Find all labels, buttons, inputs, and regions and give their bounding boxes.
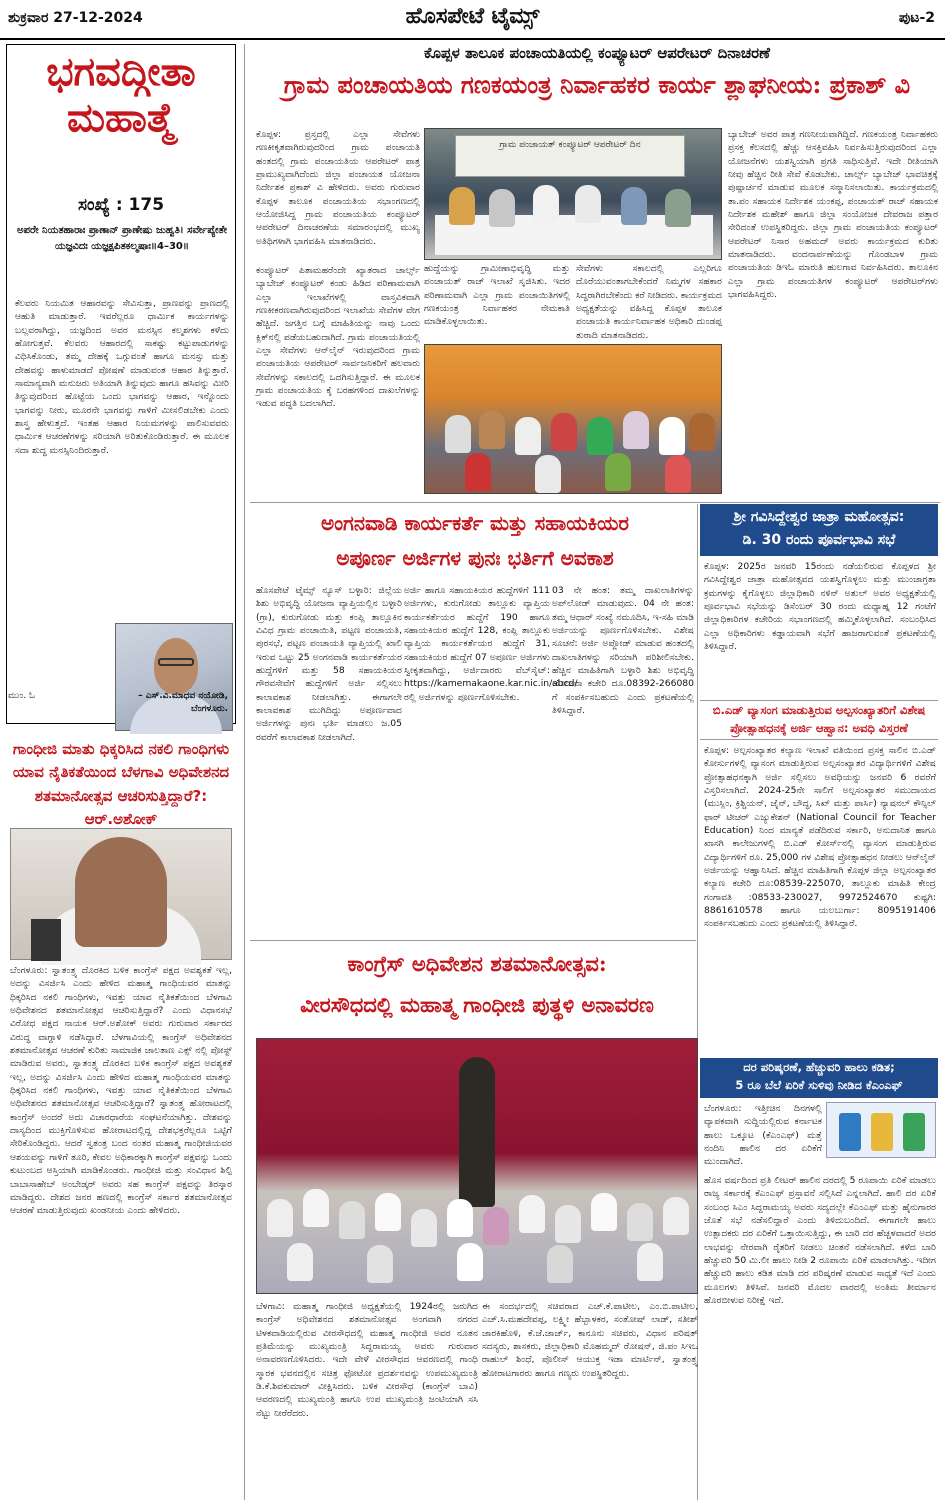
milk-packet — [903, 1113, 925, 1151]
milk-headline: ದರ ಪರಿಷ್ಕರಣೆ, ಹೆಚ್ಚುವರಿ ಹಾಲು ಕಡಿತ; 5 ರೂ ಬೆಲೆ ಏರಿಕೆ ಸುಳಿವು ನೀಡಿದ ಕೆಎಂಎಫ್ — [700, 1058, 938, 1098]
meeting-photo — [424, 128, 722, 260]
top-story-col4: ಬ್ಯಾಬೇಜ್ ಅವರ ಪಾತ್ರ ಗಣನೀಯವಾಗಿದ್ದಿದೆ. ಗಣಕಯಂತ್ರ ನಿರ್ವಾಹಕರು ಪ್ರಸಕ್ತ ಕೆಲಸದಲ್ಲಿ ಹೆಚ್ಚು ಆಸಕ್ತಿವಹಿಸಿ ನಿರ್ವಹಿಸುತ್ತಿರುವುದರಿಂದ ಎಲ್ಲಾ ಯೋಜನೆಗಳು ಯಶಸ್ವಿಯಾಗಿ ಪ್ರಗತಿ ಸಾಧಿಸುತ್ತಿವೆ. ಇದೇ ರೀತಿಯಾಗಿ ನೀವು ಹೆಚ್ಚಿನ ರೀತಿ ಸೇವೆ ಕೊಡಬೇಕು. ಚಾರ್ಲ್ಸ್ ಬ್ಯಾಬೇಜ್ ಭಾವಚಿತ್ರಕ್ಕೆ ಪುಷ್ಪಾರ್ಚನೆ ಮಾಡುವ ಮೂಲಕ ಸನ್ಮಾನಿಸಲಾಯಿತು. ಕಾರ್ಯಕ್ರಮದಲ್ಲಿ ತಾ.ಪಂ ಸಹಾಯಕ ನಿರ್ದೇಶಕ ಯಂಕಪ್ಪ, ಪಂಚಾಯತ್ ರಾಜ್ ಸಹಾಯಕ ನಿರ್ದೇಶಕ ಮಹೇಶ್ ಹಾಗೂ ಜಿಲ್ಲಾ ಸಂಯೋಜಕ ದೇವರಾಜ ಪತ್ತಾರ ಸೇರಿದಂತೆ ಉಪಸ್ಥಿತರಿದ್ದರು. ಜಿಲ್ಲಾ ಗ್ರಾಮ ಪಂಚಾಯತಿಯ ಕಂಪ್ಯೂಟರ್ ಆಪರೇಟರ್ ನಿಸಾರ ಅಹಮದ್ ಅವರು ಕಾರ್ಯಕ್ರಮದ ಕುರಿತು ಮಾತನಾಡಿದರು. ವಂದನಾರ್ಪಣೆಯನ್ನು ಗೊಂಡಬಾಳ ಗ್ರಾಮ ಪಂಚಾಯತಿಯ ಡಿಇಓ ಮಾರುತಿ ಹುಲಗಾವ ನಿರ್ವಹಿಸಿದರು. ತಾಲೂಕಿನ ಎಲ್ಲಾ ಗ್ರಾಮ ಪಂಚಾಯತಿಗಳ ಕಂಪ್ಯೂಟರ್ ಆಪರೇಟರ್‌ಗಳು ಭಾಗವಹಿಸಿದ್ದರು. — [728, 129, 938, 301]
page-number: ಪುಟ-2 — [898, 10, 935, 26]
top-story-mid-right: ಸೇವೆಗಳು ಸಕಾಲದಲ್ಲಿ ಎಲ್ಲರಿಗೂ ದೊರೆಯುವಂತಾಗಬೇಕೆಂದರೆ ನಿಮ್ಮಗಳ ಸಹಕಾರ ಸಿದ್ಧರಾಗಿರಬೇಕೆಂದು ಕರೆ ನೀಡಿದರು. ಕಾರ್ಯಕ್ರಮದ ಅಧ್ಯಕ್ಷತೆಯನ್ನು ವಹಿಸಿದ್ದ ಕೊಪ್ಪಳ ತಾಲೂಕ ಪಂಚಾಯತಿ ಕಾರ್ಯನಿರ್ವಾಹಕ ಅಧಿಕಾರಿ ದುಂಡಪ್ಪ ತುರಾದಿ ಮಾತನಾಡಿದರು. — [576, 263, 722, 341]
top-story-mid-left: ಹುದ್ದೆಯನ್ನು ಗ್ರಾಮೀಣಾಭಿವೃದ್ಧಿ ಮತ್ತು ಪಂಚಾಯತ್ ರಾಜ್ ಇಲಾಖೆ ಸೃಜಿಸಿತು. ಇದರ ಪರಿಣಾಮವಾಗಿ ಎಲ್ಲಾ ಗ್ರಾಮ ಪಂಚಾಯಿತಿಗಳಲ್ಲಿ ಗಣಕಯಂತ್ರ ನಿರ್ವಾಹಕರ ನೇಮಕಾತಿ ಮಾಡಿಕೊಳ್ಳಲಾಯಿತು. — [424, 263, 570, 328]
minority-headline: ಬಿ.ಎಡ್ ವ್ಯಾಸಂಗ ಮಾಡುತ್ತಿರುವ ಅಲ್ಪಸಂಖ್ಯಾತರಿಗೆ ವಿಶೇಷ ಪ್ರೋತ್ಸಾಹಧನಕ್ಕೆ ಅರ್ಜಿ ಆಹ್ವಾನ: ಅವಧಿ ವಿಸ್ತರಣೆ — [700, 700, 938, 740]
gita-number: ಸಂಖ್ಯೆ : 175 — [77, 195, 165, 215]
anganwadi-headline: ಅಂಗನವಾಡಿ ಕಾರ್ಯಕರ್ತೆ ಮತ್ತು ಸಹಾಯಕಿಯರ ಅಪೂರ್ಣ ಅರ್ಜಿಗಳ ಪುನಃ ಭರ್ತಿಗೆ ಅವಕಾಶ — [321, 511, 629, 570]
gavi-body: ಕೊಪ್ಪಳ: 2025ರ ಜನವರಿ 15ರಂದು ನಡೆಯಲಿರುವ ಕೊಪ್ಪಳದ ಶ್ರೀ ಗವಿಸಿದ್ದೇಶ್ವರ ಜಾತ್ರಾ ಮಹೋತ್ಸವದ ಯಶಸ್ವಿಗೊಳ್ಳಲು ಮತ್ತು ಮುಂಜಾಗ್ರತಾ ಕ್ರಮಗಳನ್ನು ಕೈಗೊಳ್ಳಲು ಜಿಲ್ಲಾಧಿಕಾರಿ ನಳಿನ್ ಅತುಲ್ ಅವರ ಅಧ್ಯಕ್ಷತೆಯಲ್ಲಿ ಪೂರ್ವಭಾವಿ ಸಭೆಯನ್ನು ಡಿಸೆಂಬರ್ 30 ರಂದು ಮಧ್ಯಾಹ್ನ 12 ಗಂಟೆಗೆ ಜಿಲ್ಲಾಧಿಕಾರಿಗಳ ಕಚೇರಿಯ ಸಭಾಂಗಣದಲ್ಲಿ ಹಮ್ಮಿಕೊಳ್ಳಲಾಗಿದೆ. ಸಂಬಂಧಿಸಿದ ಎಲ್ಲಾ ಅಧಿಕಾರಿಗಳು ಕಡ್ಡಾಯವಾಗಿ ಸಭೆಗೆ ಹಾಜರಾಗುವಂತೆ ಪ್ರಕಟಣೆಯಲ್ಲಿ ತಿಳಿಸಿದ್ದಾರೆ. — [704, 561, 936, 653]
top-headline: ಗ್ರಾಮ ಪಂಚಾಯತಿಯ ಗಣಕಯಂತ್ರ ನಿರ್ವಾಹಕರ ಕಾರ್ಯ ಶ್ಲಾಘನೀಯ: ಪ್ರಕಾಶ್ ವಿ — [283, 70, 911, 99]
section-rule — [250, 940, 696, 941]
gita-title: ಭಗವದ್ಗೀತಾ ಮಹಾತ್ಮೆ — [46, 48, 196, 141]
newspaper-name: ಹೊಸಪೇಟೆ ಟೈಮ್ಸ್ — [405, 4, 540, 29]
group-photo — [424, 344, 722, 494]
gavi-headline: ಶ್ರೀ ಗವಿಸಿದ್ದೇಶ್ವರ ಜಾತ್ರಾ ಮಹೋತ್ಸವ: ಡಿ. 30 ರಂದು ಪೂರ್ವಭಾವಿ ಸಭೆ — [700, 504, 938, 556]
gita-body: ಕೆಲವರು ನಿಯಮಿತ ಆಹಾರವನ್ನು ಸೇವಿಸುತ್ತಾ, ಪ್ರಾಣವನ್ನು ಪ್ರಾಣದಲ್ಲಿ ಆಹುತಿ ಮಾಡುತ್ತಾರೆ. ಇವರೆಲ್ಲರೂ ಧಾರ್ಮಿಕ ಕಾರ್ಯಗಳನ್ನು ಬಲ್ಲವರಾಗಿದ್ದು, ಯಜ್ಞದಿಂದ ಅವರ ಮನಸ್ಸಿನ ಕಲ್ಮಶಗಳು ಕಳೆದು ಹೋಗುತ್ತವೆ. ಕೆಲವರು ಆಹಾರದಲ್ಲಿ ಸಾಕಷ್ಟು ಕಟ್ಟುಪಾಡುಗಳನ್ನು ವಿಧಿಸಿಕೊಂಡು, ತಮ್ಮ ದೇಹಕ್ಕೆ ಒಗ್ಗುವಂತೆ ಹಾಗೂ ಮನಸ್ಸು ಮತ್ತು ದೇಹವನ್ನು ಹಾಳುಮಾಡದೆ ಪೋಷಣೆ ಮಾಡುವಂತ ಆಹಾರ ತಿನ್ನುತ್ತಾರೆ. ಸಾಮಾನ್ಯವಾಗಿ ಮನುಜರು ಅತಿಯಾಗಿ ತಿನ್ನುವುದು ಹಾಗೂ ಹಸಿವನ್ನು ಮೀರಿ ತಿನ್ನುವುದರಿಂದ ಹೊಟ್ಟೆಯ ಒಂದು ಭಾಗವನ್ನು ಆಹಾರ, ಇನ್ನೊಂದು ಭಾಗವನ್ನು ನೀರು, ಮೂರನೇ ಭಾಗವನ್ನು ಗಾಳಿಗೆ ಮೀಸಲಿಡಬೇಕು ಎಂದು ಶಾಸ್ತ್ರ ಹೇಳುತ್ತದೆ. ಇಂತಹ ಆಹಾರ ನಿಯಮಗಳನ್ನು ಪಾಲಿಸುವವರು ಧಾರ್ಮಿಕ ಆಚರಣೆಗಳನ್ನು ಸರಿಯಾಗಿ ಅರಿತುಕೊಂಡಿರುತ್ತಾರೆ. ಈ ಮೂಲಕ ಸದಾ ಶುದ್ಧ ಮನಸ್ಸಿನಿಂದಿರುತ್ತಾರೆ. — [15, 298, 229, 456]
milk-packet — [871, 1113, 893, 1151]
anganwadi-col2: ಅರ್ಜಿ ಹಾಗೂ ಸಹಾಯಕಿಯರ ಹುದ್ದೆಗಳಿಗೆ 111 ಅರ್ಜಿಗಳು, ಕುರುಗೋಡು ತಾಲ್ಲೂಕು ವ್ಯಾಪ್ತಿಯ ಕಾರ್ಯಕರ್ತೆಯರ ಹುದ್ದೆಗೆ 190 ಹಾಗೂ ಸಹಾಯಕಿಯರ ಹುದ್ದೆಗೆ 128, ಕಂಪ್ಲಿ ತಾಲ್ಲೂಕು ವ್ಯಾಪ್ತಿಯ ಕಾರ್ಯಕರ್ತೆಯರ ಹುದ್ದೆಗೆ 31, ಸಹಾಯಕಿಯರ ಹುದ್ದೆಗೆ 07 ಅಪೂರ್ಣ ಅರ್ಜಿಗಳು ಸ್ವೀಕೃತವಾಗಿದ್ದು, ಅರ್ಜಿದಾರರು ವೆಬ್‌ಸೈಟ್: https://kamemakaone.kar.nic.in/abcd/ ರಲ್ಲಿ ಅರ್ಜಿಗಳನ್ನು ಪೂರ್ಣಗೊಳಿಸಬೇಕು. — [404, 585, 578, 703]
congress-col1: ಬೆಳಗಾವಿ: ಮಹಾತ್ಮ ಗಾಂಧೀಜಿ ಅಧ್ಯಕ್ಷತೆಯಲ್ಲಿ 1924ರಲ್ಲಿ ಜರುಗಿದ ಕಾಂಗ್ರೆಸ್ ಅಧಿವೇಶನದ ಶತಮಾನೋತ್ಸವ ಅಂಗವಾಗಿ ನಗರದ ಟಿಳಕವಾಡಿಯಲ್ಲಿರುವ ವೀರಸೌಧದಲ್ಲಿ ಮಹಾತ್ಮ ಗಾಂಧೀಜಿ ಅವರ ನೂತನ ಪ್ರತಿಮೆಯನ್ನು ಮುಖ್ಯಮಂತ್ರಿ ಸಿದ್ದರಾಮಯ್ಯ ಅವರು ಗುರುವಾರ ಅನಾವರಣಗೊಳಿಸಿದರು. ಇದೇ ವೇಳೆ ವೀರಸೌಧದ ಆವರಣದಲ್ಲಿ ಗಾಂಧಿ ಸ್ಮಾರಕ ಭವನದಲ್ಲಿನ ಸಚಿತ್ರ ಫೋಟೋ ಪ್ರದರ್ಶನವನ್ನು ಉಪಮುಖ್ಯಮಂತ್ರಿ ಡಿ.ಕೆ.ಶಿವಕುಮಾರ್ ವೀಕ್ಷಿಸಿದರು. ಬಳಿಕ ವೀರಸೌಧ (ಕಾಂಗ್ರೆಸ್ ಬಾವಿ) ಆವರಣದಲ್ಲಿ ಮುಖ್ಯಮಂತ್ರಿ ಹಾಗೂ ಉಪ ಮುಖ್ಯಮಂತ್ರಿ ಜಂಟಿಯಾಗಿ ಸಸಿ ನೆಟ್ಟು ನೀರೆರೆದರು. — [256, 1301, 478, 1419]
ashok-headline: ಗಾಂಧೀಜಿ ಮಾತು ಧಿಕ್ಕರಿಸಿದ ನಕಲಿ ಗಾಂಧಿಗಳು ಯಾವ ನೈತಿಕತೆಯಿಂದ ಬೆಳಗಾವಿ ಅಧಿವೇಶನದ ಶತಮಾನೋತ್ಸವ ಆಚರಿಸುತ್ತಿದ್ದಾರೆ?: ಆರ್.ಅಶೋಕ್ — [12, 740, 230, 828]
congress-col2: ಈ ಸಂದರ್ಭದಲ್ಲಿ ಸಚಿವರಾದ ಎಚ್.ಕೆ.ಪಾಟೀಲ, ಎಂ.ಬಿ.ಪಾಟೀಲ, ಎಚ್.ಸಿ.ಮಹದೇವಪ್ಪ, ಲಕ್ಷ್ಮೀ ಹೆಬ್ಬಾಳಕರ, ಸಂತೋಷ್ ಲಾಡ್, ಸತೀಶ್ ಜಾರಕಿಹೊಳಿ, ಕೆ.ಜೆ.ಜಾರ್ಜ್, ಕಾನೂನು ಸಚಿವರು, ವಿಧಾನ ಪರಿಷತ್ ಸದಸ್ಯರು, ಶಾಸಕರು, ಜಿಲ್ಲಾಧಿಕಾರಿ ಮೊಹಮ್ಮದ್ ರೋಷನ್, ಜಿ.ಪಂ ಸಿಇಒ ರಾಹುಲ್ ಶಿಂಧೆ, ಪೊಲೀಸ್ ಆಯುಕ್ತ ಇಡಾ ಮಾರ್ಟಿನ್, ಸ್ವಾತಂತ್ರ್ಯ ಹೋರಾಟಗಾರರು ಹಾಗೂ ಗಣ್ಯರು ಉಪಸ್ಥಿತರಿದ್ದರು. — [482, 1301, 698, 1379]
top-story-col1: ಕೊಪ್ಪಳ: ಪ್ರಸ್ತದಲ್ಲಿ ಎಲ್ಲಾ ಸೇವೆಗಳು ಗಣಕೀಕೃತವಾಗಿರುವುದರಿಂದ ಗ್ರಾಮ ಪಂಚಾಯತಿ ಹಂತದಲ್ಲಿ ಗ್ರಾಮ ಪಂಚಾಯತಿಯ ಆಪರೇಟರ್ ಪಾತ್ರ ಪ್ರಾಮುಖ್ಯವಾಗಿದೆಂದು ಜಿಲ್ಲಾ ಪಂಚಾಯತ ಯೋಜನಾ ನಿರ್ದೇಶಕ ಪ್ರಕಾಶ್ ವಿ ಹೇಳಿದರು. ಅವರು ಗುರುವಾರ ಕೊಪ್ಪಳ ತಾಲೂಕ ಪಂಚಾಯತಿಯ ಸಭಾಂಗಣದಲ್ಲಿ ಆಯೋಜಿಸಿದ್ದ ಗ್ರಾಮ ಪಂಚಾಯತಿಯ ಕಂಪ್ಯೂಟರ್ ಆಪರೇಟರ್ ದಿನಾಚರಣೆಯ ಸಮಾರಂಭದಲ್ಲಿ ಮುಖ್ಯ ಅತಿಥಿಗಳಾಗಿ ಭಾಗವಹಿಸಿ ಮಾತನಾಡಿದರು. — [256, 129, 420, 247]
continued-mark: ಮುಂ. ಓ — [8, 691, 36, 701]
top-story-mid — [424, 262, 722, 342]
ashok-photo — [10, 828, 232, 960]
minority-body: ಕೊಪ್ಪಳ: ಅಲ್ಪಸಂಖ್ಯಾತರ ಕಲ್ಯಾಣ ಇಲಾಖೆ ವತಿಯಿಂದ ಪ್ರಸಕ್ತ ಸಾಲಿನ ಬಿ.ಎಡ್ ಕೋರ್ಸುಗಳಲ್ಲಿ ವ್ಯಾಸಂಗ ಮಾಡುತ್ತಿರುವ ಅಲ್ಪಸಂಖ್ಯಾತರ ವಿದ್ಯಾರ್ಥಿಗಳಿಗೆ ವಿಶೇಷ ಪ್ರೋತ್ಸಾಹಧನಕ್ಕಾಗಿ ಅರ್ಜಿ ಸಲ್ಲಿಸಲು ಅವಧಿಯನ್ನು ಜನವರಿ 6 ರವರೆಗೆ ವಿಸ್ತರಿಸಲಾಗಿದೆ. 2024-25ನೇ ಸಾಲಿಗೆ ಅಲ್ಪಸಂಖ್ಯಾತರ ಸಮುದಾಯದ (ಮುಸ್ಲಿಂ, ಕ್ರಿಶ್ಚಿಯನ್, ಜೈನ್, ಬೌದ್ಧ, ಸಿಖ್ ಮತ್ತು ಪಾರ್ಸಿ) ನ್ಯಾಷನಲ್ ಕೌನ್ಸಿಲ್ ಫಾರ್ ಟೀಚರ್ ಎಜ್ಯುಕೇಶನ್ (National Council for Teacher Education) ನಿಂದ ಮಾನ್ಯತೆ ಪಡೆದಿರುವ ಸರ್ಕಾರಿ, ಅನುದಾನಿತ ಹಾಗೂ ಖಾಸಗಿ ಕಾಲೇಜುಗಳಲ್ಲಿ ಬಿ.ಎಡ್ ಕೋರ್ಸ್‌ನಲ್ಲಿ ವ್ಯಾಸಂಗ ಮಾಡುತ್ತಿರುವ ವಿದ್ಯಾರ್ಥಿಗಳಿಗೆ ರೂ. 25,000 ಗಳ ವಿಶೇಷ ಪ್ರೋತ್ಸಾಹಧನ ನೀಡಲು ಆನ್‌ಲೈನ್ ಅರ್ಜಿಯನ್ನು ಆಹ್ವಾನಿಸಿದೆ. ಹೆಚ್ಚಿನ ಮಾಹಿತಿಗಾಗಿ ಕೊಪ್ಪಳ ಜಿಲ್ಲಾ ಅಲ್ಪಸಂಖ್ಯಾತರ ಕಲ್ಯಾಣ ಕಚೇರಿ ದೂ:08539-225070, ತಾಲ್ಲೂಕು ಮಾಹಿತಿ ಕೇಂದ್ರ ಗಂಗಾವತಿ :08533-230027, 9972524670 ಕುಷ್ಟಗಿ: 8861610578 ಹಾಗೂ ಯಲಬುರ್ಗಾ: 8095191406 ಸಂಪರ್ಕಿಸಬಹುದು ಎಂದು ಪ್ರಕಟಣೆಯಲ್ಲಿ ತಿಳಿಸಿದ್ದಾರೆ. — [704, 745, 936, 930]
gita-sloka: ಅಪರೇ ನಿಯತಹಾರಾಃ ಪ್ರಾಣಾನ್ ಪ್ರಾಣೇಷು ಜುಹ್ವತಿ। ಸರ್ವೇಪ್ಯೇತೇ ಯಜ್ಞವಿದಃ ಯಜ್ಞಕ್ಷಪಿತಕಲ್ಮಷಾಃ॥4–30॥ — [17, 225, 227, 252]
section-rule — [250, 502, 940, 503]
milk-body: ಹೊಸ ವರ್ಷದಿಂದ ಪ್ರತಿ ಲೀಟರ್ ಹಾಲಿನ ದರದಲ್ಲಿ 5 ರೂಪಾಯಿ ಏರಿಕೆ ಮಾಡಲು ರಾಜ್ಯ ಸರ್ಕಾರಕ್ಕೆ ಕೆಎಂಎಫ್ ಪ್ರಸ್ತಾವನೆ ಸಲ್ಲಿಸಿದೆ ಎನ್ನಲಾಗಿದೆ. ಹಾಲಿ ದರ ಏರಿಕೆ ಸಂಬಂಧ ಸಿಎಂ ಸಿದ್ದರಾಮಯ್ಯ ಅವರು ಸದ್ಯದಲ್ಲೇ ಕೆಎಂಎಫ್ ಮತ್ತು ಹೈನುಗಾರರ ಜೊತೆ ಸಭೆ ನಡೆಸಲಿದ್ದಾರೆ ಎಂದು ತಿಳಿದುಬಂದಿದೆ. ಈಗಾಗಲೇ ಹಾಲು ಉತ್ಪಾದಕರು ದರ ಏರಿಕೆಗೆ ಒತ್ತಾಯಿಸುತ್ತಿದ್ದು, ಈ ಬಾರಿ ದರ ಹೆಚ್ಚಳವಾದರೆ ಅದರ ಲಾಭವನ್ನು ನೇರವಾಗಿ ರೈತರಿಗೆ ನೀಡಲು ಚಿಂತನೆ ನಡೆಸಲಾಗಿದೆ. ಕಳೆದ ಬಾರಿ ಹೆಚ್ಚುವರಿ 50 ಮಿ.ಲೀ ಹಾಲು ನೀಡಿ 2 ರೂಪಾಯಿ ಏರಿಕೆ ಮಾಡಲಾಗಿತ್ತು. ಇದೀಗ ಹೆಚ್ಚುವರಿ ಹಾಲು ಕಡಿತ ಮಾಡಿ ದರ ಪರಿಷ್ಕರಣೆ ಮಾಡುವ ಸಾಧ್ಯತೆ ಇದೆ ಎಂದು ಮೂಲಗಳು ತಿಳಿಸಿವೆ. ಜನವರಿ ಮೊದಲ ವಾರದಲ್ಲಿ ಅಂತಿಮ ತೀರ್ಮಾನ ಹೊರಬೀಳುವ ನಿರೀಕ್ಷೆ ಇದೆ. — [704, 1175, 936, 1307]
event-banner: ಗ್ರಾಮ ಪಂಚಾಯತ್ ಕಂಪ್ಯೂಟರ್ ಆಪರೇಟರ್ ದಿನ — [455, 135, 685, 177]
top-story-col2: ಕಂಪ್ಯೂಟರ್ ಪಿತಾಮಹರೆಂದೇ ಖ್ಯಾತರಾದ ಚಾರ್ಲ್ಸ್ ಬ್ಯಾಬೇಜ್ ಕಂಪ್ಯೂಟರ್ ಕಂಡು ಹಿಡಿದ ಪರಿಣಾಮವಾಗಿ ಎಲ್ಲಾ ಇಲಾಖೆಗಳಲ್ಲಿ ವಾಸ್ತವಿಕವಾಗಿ ಗಣಕೀಕರಣವಾಗಿರುವುದರಿಂದ ಇಲಾಖೆಯ ಸೇವೆಗಳ ವೇಗ ಹೆಚ್ಚಿದೆ. ಜಗತ್ತಿನ ಬಗ್ಗೆ ಮಾಹಿತಿಯನ್ನು ನಾವು ಒಂದು ಕ್ಲಿಕ್‌ನಲ್ಲಿ ಪಡೆಯಬಹುದಾಗಿದೆ. ಗ್ರಾಮ ಪಂಚಾಯತಿಯಲ್ಲಿ ಎಲ್ಲಾ ಸೇವೆಗಳು ಆನ್‌ಲೈನ್ ಇರುವುದರಿಂದ ಗ್ರಾಮ ಪಂಚಾಯತಿಯ ಆಪರೇಟರ್ ಸಾರ್ವಜನಿಕರಿಗೆ ಹಲವಾರು ಸೇವೆಗಳನ್ನು ಸಕಾಲದಲ್ಲಿ ಒದಗಿಸುತ್ತಿದ್ದಾರೆ. ಈ ಮೂಲಕ ಗ್ರಾಮ ಪಂಚಾಯತಿಯ ಕೈ ಬರಹಗಳಿಂದ ದಾಖಲೆಗಳನ್ನು ಇಡುವ ಪದ್ಧತಿ ಬದಲಾಗಿದೆ. — [256, 265, 420, 410]
anganwadi-col1: ಹೊಸಪೇಟೆ ಟೈಮ್ಸ್ ನ್ಯೂಸ್ ಬಳ್ಳಾರಿ: ಜಿಲ್ಲೆಯ ಶಿಶು ಅಭಿವೃದ್ಧಿ ಯೋಜನಾ ವ್ಯಾಪ್ತಿಯಲ್ಲಿನ ಬಳ್ಳಾರಿ (ಗ್ರಾ), ಕುರುಗೋಡು ಮತ್ತು ಕಂಪ್ಲಿ ತಾಲ್ಲೂಕಿನ ವಿವಿಧ ಗ್ರಾಮ ಪಂಚಾಯಿತಿ, ಪಟ್ಟಣ ಪಂಚಾಯತಿ, ಪುರಸಭೆ, ಪಟ್ಟಣ ಪಂಚಾಯತಿ ವ್ಯಾಪ್ತಿಯಲ್ಲಿ ಖಾಲಿ ಇರುವ ಒಟ್ಟು 25 ಅಂಗನವಾಡಿ ಕಾರ್ಯಕರ್ತೆಯರ ಹುದ್ದೆಗಳಿಗೆ ಮತ್ತು 58 ಸಹಾಯಕಿಯರ ಗೌರವಸೇವೆಗೆ ಹುದ್ದೆಗಳಿಗೆ ಅರ್ಜಿ ಸಲ್ಲಿಸಲು ಕಾಲಾವಕಾಶ ನೀಡಲಾಗಿತ್ತು. ಈಗಾಗಲೇ ಕಾಲಾವಕಾಶ ಮುಗಿದಿದ್ದು ಅಪೂರ್ಣವಾದ ಅರ್ಜಿಗಳನ್ನು ಪುನಃ ಭರ್ತಿ ಮಾಡಲು ಜ.05 ರವರೆಗೆ ಕಾಲಾವಕಾಶ ನೀಡಲಾಗಿದೆ. — [256, 585, 402, 743]
milk-packet — [839, 1113, 861, 1151]
masthead — [0, 0, 945, 40]
gandhi-statue-photo — [256, 1038, 698, 1294]
gita-box — [6, 44, 236, 724]
milk-body-intro: ಬೆಂಗಳೂರು: ಇತ್ತೀಚಿನ ದಿನಗಳಲ್ಲಿ ವ್ಯಾಪಕವಾಗಿ ಸುದ್ದಿಯಲ್ಲಿರುವ ಕರ್ನಾಟಕ ಹಾಲು ಒಕ್ಕೂಟ (ಕೆಎಂಎಫ್) ಮತ್ತೆ ನಂದಿನಿ ಹಾಲಿನ ದರ ಏರಿಕೆಗೆ ಮುಂದಾಗಿದೆ. — [704, 1103, 822, 1168]
congress-headline: ಕಾಂಗ್ರೆಸ್ ಅಧಿವೇಶನ ಶತಮಾನೋತ್ಸವ: ವೀರಸೌಧದಲ್ಲಿ ಮಹಾತ್ಮ ಗಾಂಧೀಜಿ ಪುತ್ಥಳಿ ಅನಾವರಣ — [300, 951, 654, 1017]
milk-packets-image — [826, 1102, 936, 1158]
gita-body-continued — [15, 617, 107, 722]
issue-date: ಶುಕ್ರವಾರ 27-12-2024 — [8, 10, 143, 26]
gita-author: – ಎಸ್.ವಿ.ಮಾಧವ ನಯೋಡಿ, ಬೆಂಗಳೂರು. — [138, 691, 228, 714]
top-kicker: ಕೊಪ್ಪಳ ತಾಲೂಕ ಪಂಚಾಯತಿಯಲ್ಲಿ ಕಂಪ್ಯೂಟರ್ ಆಪರೇಟರ್ ದಿನಾಚರಣೆ — [423, 44, 771, 62]
ashok-story-body: ಬೆಂಗಳೂರು: ಸ್ವಾತಂತ್ರ್ಯ ದೊರಕಿದ ಬಳಿಕ ಕಾಂಗ್ರೆಸ್ ಪಕ್ಷದ ಅವಶ್ಯಕತೆ ಇಲ್ಲ, ಅದನ್ನು ವಿಸರ್ಜಿಸಿ ಎಂದು ಹೇಳಿದ ಮಹಾತ್ಮ ಗಾಂಧಿಯವರ ಮಾತನ್ನು ಧಿಕ್ಕರಿಸಿದ ನಕಲಿ ಗಾಂಧಿಗಳು, ಇವತ್ತು ಯಾವ ನೈತಿಕತೆಯಿಂದ ಬೆಳಗಾವಿ ಅಧಿವೇಶನದ ಶತಮಾನೋತ್ಸವ ಆಚರಿಸುತ್ತಿದ್ದಾರೆ? ಎಂದು ವಿಧಾನಸಭೆ ವಿರೋಧ ಪಕ್ಷದ ನಾಯಕ ಆರ್.ಅಶೋಕ್ ಅವರು ಗುರುವಾರ ಸರ್ಕಾರದ ವಿರುದ್ಧ ವಾಗ್ದಾಳಿ ನಡೆಸಿದ್ದಾರೆ. ಬೆಳಗಾವಿಯಲ್ಲಿ ಕಾಂಗ್ರೆಸ್ ಅಧಿವೇಶನದ ಶತಮಾನೋತ್ಸವ ಆಚರಣೆ ಕುರಿತು ಸಾಮಾಜಿಕ ಜಾಲತಾಣ ಎಕ್ಸ್ ನಲ್ಲಿ ಪೋಸ್ಟ್ ಮಾಡಿರುವ ಅವರು, ಸ್ವಾತಂತ್ರ್ಯ ದೊರಕಿದ ಬಳಿಕ ಕಾಂಗ್ರೆಸ್ ಪಕ್ಷದ ಅವಶ್ಯಕತೆ ಇಲ್ಲ, ಅದನ್ನು ವಿಸರ್ಜಿಸಿ ಎಂದು ಹೇಳಿದ ಮಹಾತ್ಮ ಗಾಂಧಿಯವರ ಮಾತನ್ನು ಧಿಕ್ಕರಿಸಿದ ನಕಲಿ ಗಾಂಧಿಗಳು, ಇವತ್ತು ಯಾವ ನೈತಿಕತೆಯಿಂದ ಬೆಳಗಾವಿ ಅಧಿವೇಶನದ ಶತಮಾನೋತ್ಸವ ಆಚರಿಸುತ್ತಿದ್ದಾರೆ? ಸ್ವಾತಂತ್ರ್ಯ ಹೋರಾಟದಲ್ಲಿ ಕಾಂಗ್ರೆಸ್ ಅಂದರೆ ಅದು ವಿಚಾರಧಾರೆಯ ಸಂಘಟನೆಯಾಗಿತ್ತು. ದೇಶವನ್ನು ದಾಸ್ಯದಿಂದ ಮುಕ್ತಿಗೊಳಿಸುವ ಹೋರಾಟದಲ್ಲಿದ್ದ ದೇಶಭಕ್ತರೆಲ್ಲರೂ ಒಟ್ಟಿಗೆ ಸೇರಿಕೊಂಡಿದ್ದರು. ಆದರೆ ಸ್ವತಂತ್ರ ಬಂದ ನಂತರ ಮಹಾತ್ಮ ಗಾಂಧೀಜಿಯವರ ಆಶಯವನ್ನು ಗಾಳಿಗೆ ತೂರಿ, ಕೇವಲ ಅಧಿಕಾರಕ್ಕಾಗಿ ಕಾಂಗ್ರೆಸ್ ಪಕ್ಷವನ್ನು ಒಂದು ಕುಟುಂಬದ ಆಸ್ತಿಯಾಗಿ ಮಾಡಿಕೊಂಡರು. ಗಾಂಧೀಜಿ ಮತ್ತು ಸಂವಿಧಾನ ಶಿಲ್ಪಿ ಬಾಬಾಸಾಹೇಬ್ ಅಂಬೇಡ್ಕರ್ ಅವರು ಸಹ ಕಾಂಗ್ರೆಸ್ ಪಕ್ಷವನ್ನು ತಿರಸ್ಕಾರ ಮಾಡಿದ್ದರು. ದೇಶದ ಜನರ ಹಣದಲ್ಲಿ ಕಾಂಗ್ರೆಸ್ ಸರ್ಕಾರ ಶತಮಾನೋತ್ಸವ ಆಚರಣೆ ಮಾಡುತ್ತಿರುವುದು ಖಂಡನೀಯ ಎಂದು ಹೇಳಿದರು. — [10, 965, 232, 1217]
column-rule — [244, 44, 245, 1500]
anganwadi-col3: 03 ನೇ ಹಂತ: ತಮ್ಮ ದಾಖಲಾತಿಗಳನ್ನು ಅಪ್‌ಲೋಡ್ ಮಾಡುವುದು. 04 ನೇ ಹಂತ: ತಮ್ಮ ಆಧಾರ್ ಸಂಖ್ಯೆ ನಮೂದಿಸಿ, ಇ-ಸಹಿ ಮಾಡಿ ಅರ್ಜಿಯನ್ನು ಪೂರ್ಣಗೊಳಿಸಬೇಕು. ವಿಶೇಷ ಸೂಚನೆ: ಅರ್ಜಿ ಅಪ್ಲೋಡ್ ಮಾಡುವ ಹಂತದಲ್ಲಿ ದಾಖಲಾತಿಗಳನ್ನು ಸರಿಯಾಗಿ ಪರಿಶೀಲಿಸಬೇಕು. ಹೆಚ್ಚಿನ ಮಾಹಿತಿಗಾಗಿ ಬಳ್ಳಾರಿ ಶಿಶು ಅಭಿವೃದ್ಧಿ ಯೋಜನಾ ಕಚೇರಿ ದೂ.08392-266080 ಗೆ ಸಂಪರ್ಕಿಸಬಹುದು ಎಂದು ಪ್ರಕಟಣೆಯಲ್ಲಿ ತಿಳಿಸಿದ್ದಾರೆ. — [552, 585, 694, 717]
